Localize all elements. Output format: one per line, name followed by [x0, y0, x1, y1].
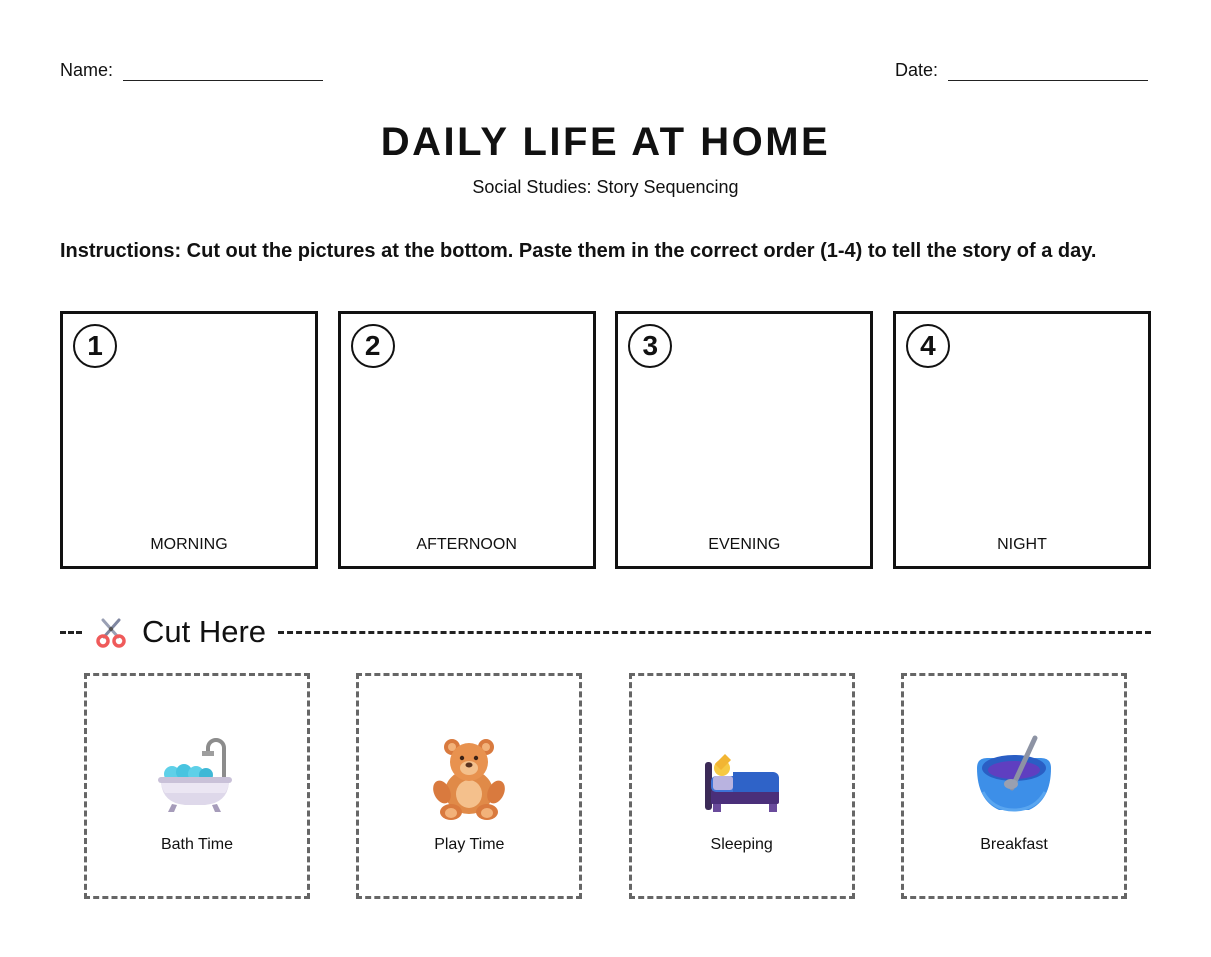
teddy-bear-icon — [424, 732, 514, 822]
bowl-with-spoon-icon — [969, 732, 1059, 822]
cut-dash-right — [278, 631, 1151, 634]
scissors-icon — [94, 615, 128, 649]
slot-label: MORNING — [150, 536, 228, 553]
name-field[interactable] — [60, 60, 323, 81]
name-line[interactable] — [123, 60, 323, 81]
card-label: Play Time — [434, 836, 505, 853]
slot-number-badge: 2 — [351, 324, 395, 368]
slot-number-badge: 1 — [73, 324, 117, 368]
card-label: Bath Time — [160, 836, 234, 853]
slot-number-badge: 4 — [906, 324, 950, 368]
cutout-cards — [84, 673, 1127, 899]
instructions-text: Instructions: Cut out the pictures at the bottom. Paste them in the correct order (1-4) to tell the story of a day. — [60, 240, 1097, 262]
date-field[interactable] — [895, 60, 1148, 81]
cutout-card-bath-time[interactable] — [84, 673, 310, 899]
sequence-slot-1[interactable] — [60, 311, 318, 569]
bed-icon — [697, 732, 787, 822]
sequence-slot-2[interactable] — [338, 311, 596, 569]
cutout-card-sleeping[interactable] — [629, 673, 855, 899]
cutout-card-play-time[interactable] — [356, 673, 582, 899]
bathtub-icon — [152, 732, 242, 822]
date-line[interactable] — [948, 60, 1148, 81]
slot-number-badge: 3 — [628, 324, 672, 368]
date-label: Date: — [895, 60, 939, 80]
sequence-slots — [60, 311, 1151, 569]
cut-line — [60, 612, 1151, 652]
page-title: DAILY LIFE AT HOME — [380, 120, 831, 164]
card-label: Sleeping — [710, 836, 773, 853]
sequence-slot-3[interactable] — [615, 311, 873, 569]
cutout-card-breakfast[interactable] — [901, 673, 1127, 899]
name-label: Name: — [60, 60, 114, 80]
sequence-slot-4[interactable] — [893, 311, 1151, 569]
cut-here-label: Cut Here — [142, 614, 267, 649]
slot-label: NIGHT — [997, 536, 1047, 553]
card-label: Breakfast — [980, 836, 1048, 853]
cut-dash-left — [60, 631, 82, 634]
slot-label: AFTERNOON — [416, 536, 517, 553]
page-subtitle: Social Studies: Story Sequencing — [472, 177, 739, 197]
slot-label: EVENING — [708, 536, 781, 553]
